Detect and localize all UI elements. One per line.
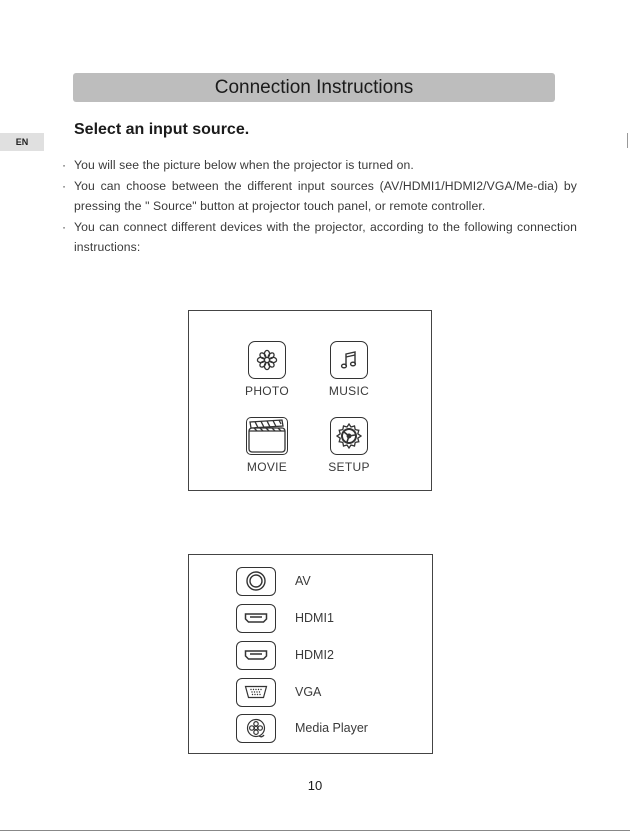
source-label: Media Player xyxy=(295,721,368,735)
source-label: HDMI2 xyxy=(295,648,334,662)
section-heading: Select an input source. xyxy=(74,121,250,138)
source-item-av[interactable] xyxy=(236,566,311,596)
source-select-screen xyxy=(188,554,433,754)
source-item-media-player[interactable] xyxy=(236,713,368,743)
hdmi-port-icon xyxy=(236,604,276,633)
language-tab: EN xyxy=(0,133,44,151)
source-label: AV xyxy=(295,574,311,588)
menu-item-movie[interactable] xyxy=(227,417,307,474)
menu-label-movie: MOVIE xyxy=(246,460,288,474)
title-bar xyxy=(73,73,555,102)
vga-port-icon xyxy=(236,678,276,707)
menu-item-music[interactable] xyxy=(309,341,389,398)
menu-item-photo[interactable] xyxy=(227,341,307,398)
bullet-marker: · xyxy=(62,158,67,172)
bottom-divider xyxy=(0,830,630,831)
media-player-icon xyxy=(236,714,276,743)
source-item-hdmi2[interactable] xyxy=(236,640,334,670)
av-port-icon xyxy=(236,567,276,596)
hdmi-port-icon xyxy=(236,641,276,670)
edge-rule xyxy=(627,133,628,148)
page-title: Connection Instructions xyxy=(214,76,414,98)
menu-label-photo: PHOTO xyxy=(245,384,289,398)
page-number: 10 xyxy=(307,778,323,793)
menu-label-setup: SETUP xyxy=(328,460,370,474)
instruction-text: You can connect different devices with the projector, according to the following connection instructions: xyxy=(74,219,577,254)
instruction-item xyxy=(62,217,577,258)
gear-icon xyxy=(330,417,368,455)
bullet-marker: · xyxy=(62,219,67,234)
menu-item-setup[interactable] xyxy=(309,417,389,474)
instruction-text: You will see the picture below when the projector is turned on. xyxy=(74,158,414,172)
clapperboard-icon xyxy=(246,417,288,455)
music-note-icon xyxy=(330,341,368,379)
instruction-list xyxy=(62,155,577,258)
source-item-vga[interactable] xyxy=(236,677,321,707)
menu-label-music: MUSIC xyxy=(328,384,370,398)
flower-icon xyxy=(248,341,286,379)
instruction-item xyxy=(62,155,577,176)
source-label: VGA xyxy=(295,685,322,699)
source-label: HDMI1 xyxy=(295,611,334,625)
instruction-text: You can choose between the different input sources (AV/HDMI1/HDMI2/VGA/Me-dia) by pressing the " Source" button at projector touch panel, or remote controller. xyxy=(74,178,577,213)
bullet-marker: · xyxy=(62,178,67,193)
source-item-hdmi1[interactable] xyxy=(236,603,334,633)
home-menu-screen xyxy=(188,310,432,491)
instruction-item xyxy=(62,176,577,217)
